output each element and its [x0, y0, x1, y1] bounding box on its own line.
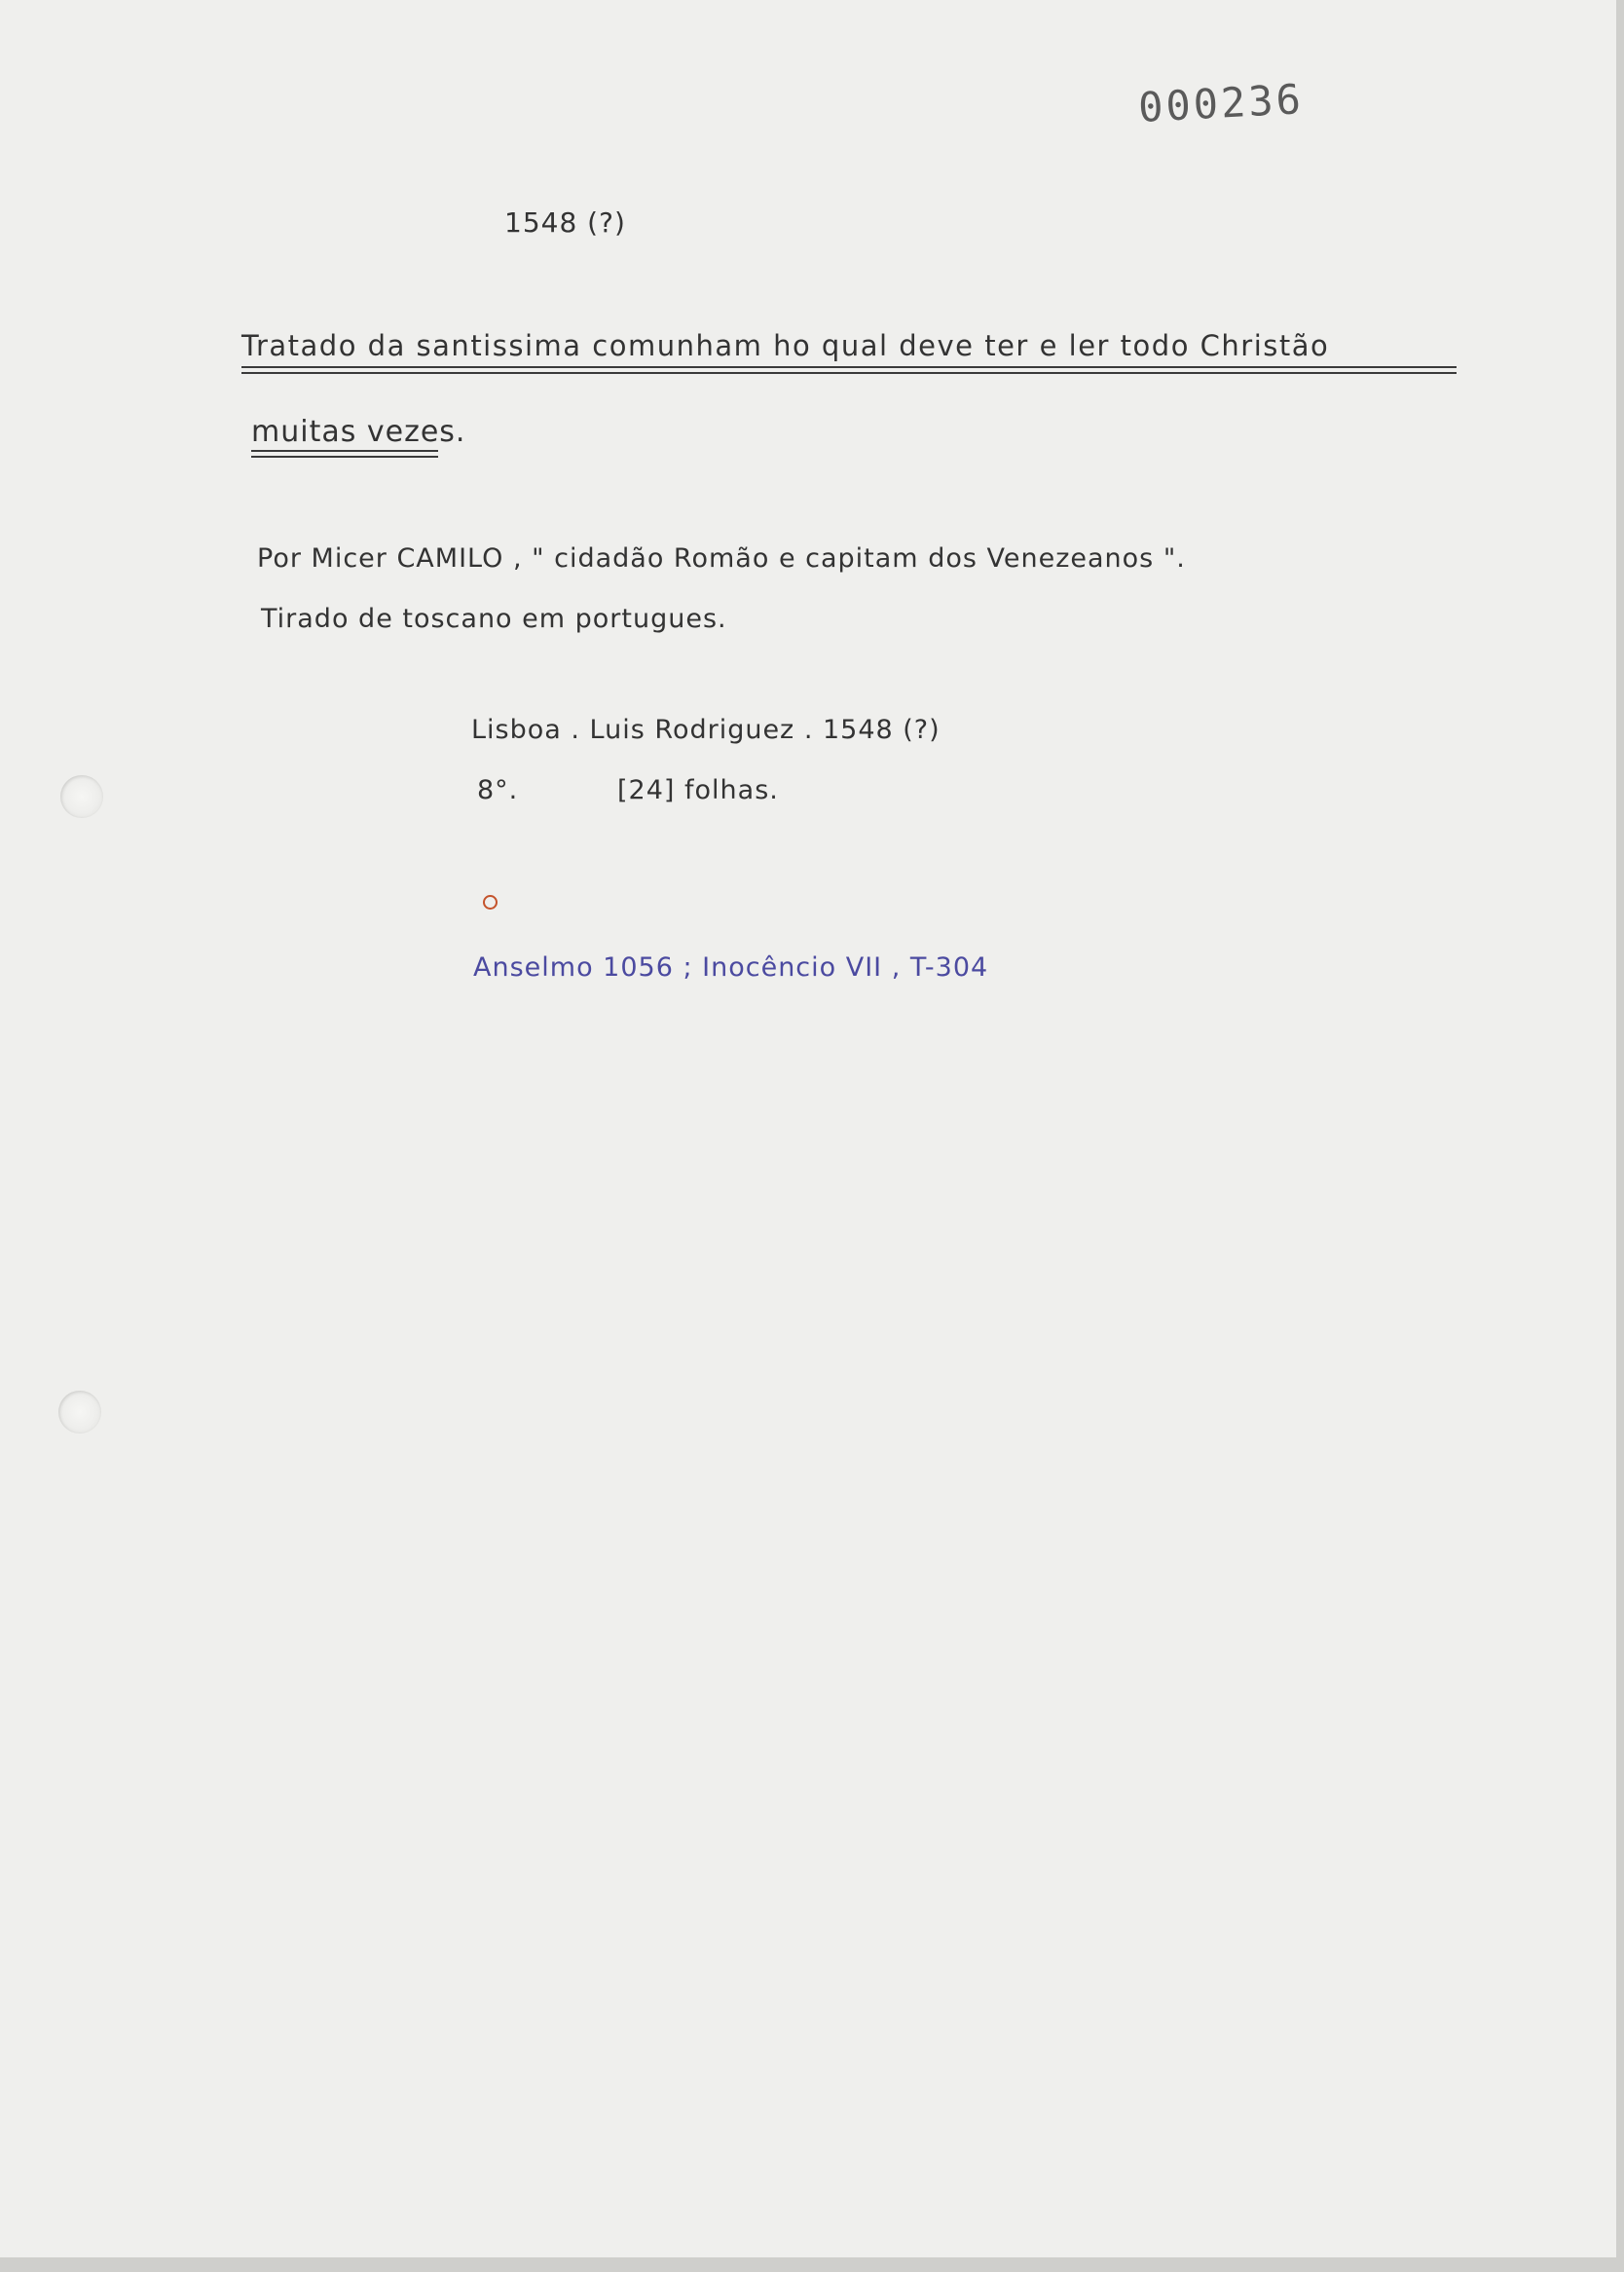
author-line: Por Micer CAMILO , " cidadão Romão e capitam dos Venezeanos ".: [257, 543, 1186, 574]
red-circle-marker: [483, 895, 498, 910]
title-line-1: Tratado da santissima comunham ho qual deve ter e ler todo Christão: [241, 329, 1330, 362]
paper-edge-right: [1616, 0, 1624, 2272]
bibliographic-references: Anselmo 1056 ; Inocêncio VII , T-304: [473, 952, 989, 983]
title-line-2: muitas vezes.: [251, 415, 466, 449]
date-heading: 1548 (?): [504, 206, 626, 239]
title-underline-2: [251, 450, 438, 452]
leaves-count: [24] folhas.: [617, 775, 779, 805]
imprint-line: Lisboa . Luis Rodriguez . 1548 (?): [471, 715, 941, 745]
punch-hole-bottom: [58, 1391, 101, 1434]
paper-edge-bottom: [0, 2257, 1624, 2272]
stamp-number: 000236: [1137, 75, 1306, 131]
punch-hole-top: [60, 775, 103, 818]
title-underline-1: [241, 366, 1457, 368]
translation-note: Tirado de toscano em portugues.: [261, 604, 727, 634]
format-label: 8°.: [477, 775, 519, 805]
